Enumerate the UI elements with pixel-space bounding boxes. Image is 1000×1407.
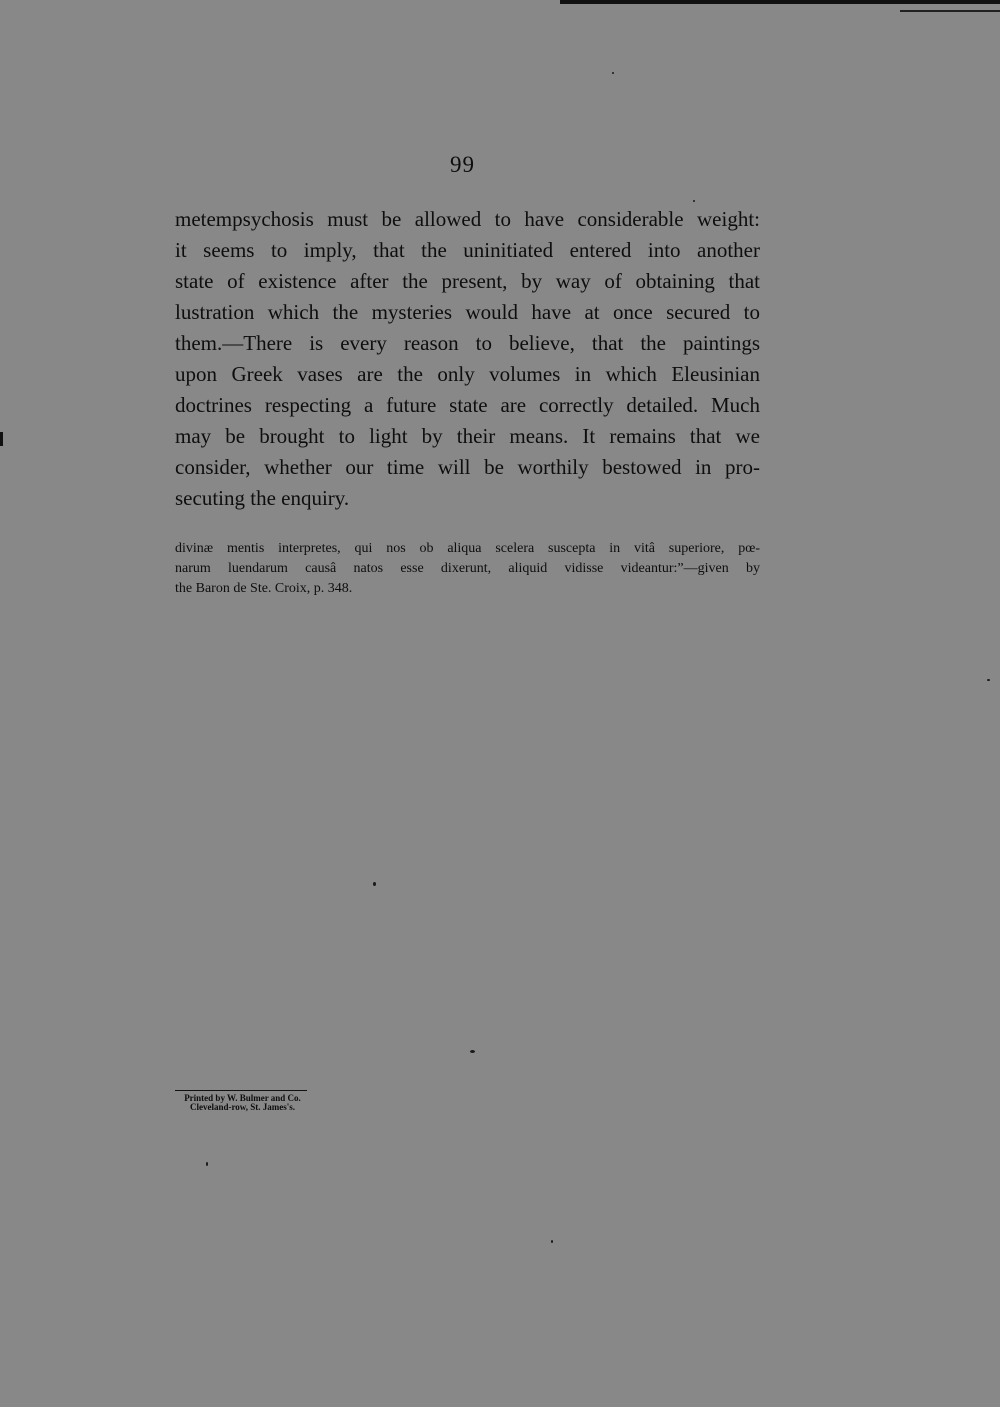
footnote-line: narum luendarum causâ natos esse dixerunt, aliquid vidisse videantur:”—given by (175, 561, 760, 576)
scan-speck (373, 882, 376, 886)
scan-edge-top-rule (560, 0, 1000, 4)
scan-edge-left-mark (0, 432, 3, 446)
imprint-line: Printed by W. Bulmer and Co. (184, 1093, 301, 1103)
footnote-line: divinæ mentis interpretes, qui nos ob aliqua scelera suscepta in vitâ superiore, pœ- (175, 541, 760, 556)
page-number: 99 (450, 152, 475, 177)
scan-speck (551, 1240, 553, 1243)
body-line: it seems to imply, that the uninitiated entered into another (175, 238, 760, 262)
imprint-line: Cleveland-row, St. James's. (189, 1102, 296, 1112)
imprint-rule (175, 1090, 307, 1091)
scan-speck (693, 200, 695, 202)
scan-speck (987, 679, 990, 681)
printer-imprint (175, 1090, 310, 1112)
body-line: may be brought to light by their means. It remains that we (175, 424, 760, 448)
footnote (175, 539, 760, 599)
body-line: lustration which the mysteries would have at once secured to (175, 300, 760, 324)
footnote-line: the Baron de Ste. Croix, p. 348. (175, 581, 353, 596)
scan-speck (612, 72, 614, 74)
scan-speck (206, 1162, 208, 1166)
body-line: metempsychosis must be allowed to have considerable weight: (175, 207, 760, 231)
body-line: doctrines respecting a future state are correctly detailed. Much (175, 393, 760, 417)
body-paragraph (175, 204, 760, 514)
body-line: state of existence after the present, by way of obtaining that (175, 269, 760, 293)
body-line: upon Greek vases are the only volumes in which Eleusinian (175, 362, 760, 386)
scan-speck (470, 1050, 475, 1053)
body-line: secuting the enquiry. (175, 486, 350, 510)
body-line: consider, whether our time will be worthily bestowed in pro- (175, 455, 760, 479)
scan-edge-top-mark (900, 10, 1000, 12)
body-line: them.—There is every reason to believe, that the paintings (175, 331, 760, 355)
